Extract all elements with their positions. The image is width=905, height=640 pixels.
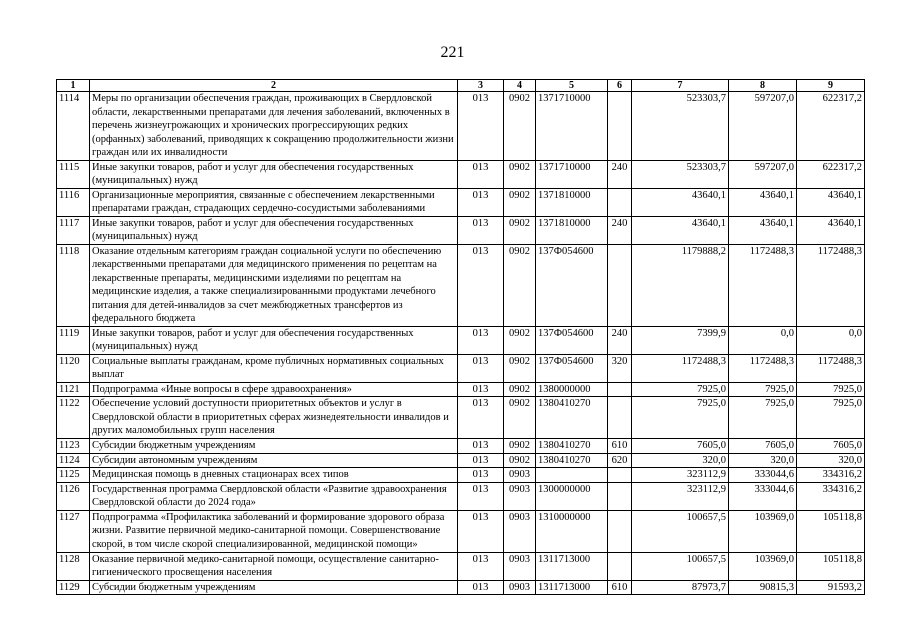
ministry-code: 013 — [458, 580, 504, 595]
amount-year-1: 1172488,3 — [632, 354, 729, 382]
table-row — [57, 92, 865, 161]
ministry-code: 013 — [458, 354, 504, 382]
amount-year-2: 333044,6 — [729, 482, 797, 510]
section-code: 0903 — [504, 510, 536, 552]
table-row — [57, 552, 865, 580]
header-row — [57, 80, 865, 92]
target-code: 137Ф054600 — [536, 244, 608, 326]
header-col-5: 5 — [536, 80, 608, 92]
amount-year-3: 622317,2 — [797, 160, 865, 188]
row-number: 1125 — [57, 468, 90, 483]
target-code: 1310000000 — [536, 510, 608, 552]
expense-type-code: 240 — [608, 160, 632, 188]
section-code: 0903 — [504, 580, 536, 595]
table-row — [57, 510, 865, 552]
table-row — [57, 468, 865, 483]
target-code: 1380410270 — [536, 439, 608, 454]
row-number: 1119 — [57, 326, 90, 354]
amount-year-3: 622317,2 — [797, 92, 865, 161]
amount-year-3: 7605,0 — [797, 439, 865, 454]
ministry-code: 013 — [458, 382, 504, 397]
amount-year-1: 100657,5 — [632, 510, 729, 552]
header-col-3: 3 — [458, 80, 504, 92]
expense-type-code: 320 — [608, 354, 632, 382]
ministry-code: 013 — [458, 326, 504, 354]
row-name: Социальные выплаты гражданам, кроме публичных нормативных социальных выплат — [90, 354, 458, 382]
amount-year-3: 334316,2 — [797, 482, 865, 510]
section-code: 0902 — [504, 326, 536, 354]
amount-year-3: 1172488,3 — [797, 244, 865, 326]
row-name: Оказание отдельным категориям граждан социальной услуги по обеспечению лекарственными препаратами для медицинского применения по рецептам на лекарственные препараты, медицинскими изделиями по рецептам на медицинские изделия, а также специализированными продуктами лечебного питания для детей-инвалидов за счет межбюджетных трансфертов из федерального бюджета — [90, 244, 458, 326]
ministry-code: 013 — [458, 216, 504, 244]
row-number: 1120 — [57, 354, 90, 382]
expense-type-code — [608, 552, 632, 580]
ministry-code: 013 — [458, 244, 504, 326]
amount-year-1: 7399,9 — [632, 326, 729, 354]
ministry-code: 013 — [458, 160, 504, 188]
section-code: 0902 — [504, 382, 536, 397]
row-number: 1127 — [57, 510, 90, 552]
target-code: 1311713000 — [536, 580, 608, 595]
amount-year-2: 43640,1 — [729, 188, 797, 216]
row-name: Подпрограмма «Иные вопросы в сфере здравоохранения» — [90, 382, 458, 397]
amount-year-3: 105118,8 — [797, 552, 865, 580]
row-number: 1116 — [57, 188, 90, 216]
row-name: Организационные мероприятия, связанные с обеспечением лекарственными препаратами граждан, страдающих сердечно-сосудистыми заболеваниями — [90, 188, 458, 216]
header-col-8: 8 — [729, 80, 797, 92]
amount-year-1: 523303,7 — [632, 92, 729, 161]
amount-year-1: 43640,1 — [632, 188, 729, 216]
amount-year-2: 333044,6 — [729, 468, 797, 483]
row-name: Меры по организации обеспечения граждан, проживающих в Свердловской области, лекарственными препаратами для лечения заболеваний, включенных в перечень жизнеугрожающих и хронических прогрессирующих редких (орфанных) заболеваний, приводящих к сокращению продолжительности жизни граждан или их инвалидности — [90, 92, 458, 161]
expense-type-code: 610 — [608, 580, 632, 595]
expense-type-code — [608, 510, 632, 552]
expense-type-code: 610 — [608, 439, 632, 454]
expense-type-code — [608, 468, 632, 483]
target-code: 1371810000 — [536, 188, 608, 216]
ministry-code: 013 — [458, 188, 504, 216]
amount-year-1: 523303,7 — [632, 160, 729, 188]
row-name: Медицинская помощь в дневных стационарах всех типов — [90, 468, 458, 483]
amount-year-3: 91593,2 — [797, 580, 865, 595]
amount-year-1: 323112,9 — [632, 468, 729, 483]
section-code: 0903 — [504, 552, 536, 580]
row-name: Оказание первичной медико-санитарной помощи, осуществление санитарно-гигиенического просвещения населения — [90, 552, 458, 580]
amount-year-1: 320,0 — [632, 453, 729, 468]
target-code: 1380410270 — [536, 397, 608, 439]
ministry-code: 013 — [458, 510, 504, 552]
amount-year-3: 43640,1 — [797, 188, 865, 216]
section-code: 0903 — [504, 468, 536, 483]
amount-year-2: 90815,3 — [729, 580, 797, 595]
target-code: 1371710000 — [536, 160, 608, 188]
amount-year-2: 103969,0 — [729, 552, 797, 580]
row-number: 1122 — [57, 397, 90, 439]
table-row — [57, 216, 865, 244]
row-number: 1126 — [57, 482, 90, 510]
amount-year-2: 1172488,3 — [729, 354, 797, 382]
header-col-7: 7 — [632, 80, 729, 92]
row-name: Иные закупки товаров, работ и услуг для обеспечения государственных (муниципальных) нужд — [90, 326, 458, 354]
expense-type-code: 620 — [608, 453, 632, 468]
table-row — [57, 397, 865, 439]
row-number: 1123 — [57, 439, 90, 454]
amount-year-2: 43640,1 — [729, 216, 797, 244]
table-row — [57, 160, 865, 188]
section-code: 0902 — [504, 453, 536, 468]
amount-year-3: 320,0 — [797, 453, 865, 468]
amount-year-2: 1172488,3 — [729, 244, 797, 326]
row-name: Субсидии бюджетным учреждениям — [90, 580, 458, 595]
amount-year-1: 7925,0 — [632, 382, 729, 397]
amount-year-1: 43640,1 — [632, 216, 729, 244]
amount-year-2: 103969,0 — [729, 510, 797, 552]
target-code: 137Ф054600 — [536, 326, 608, 354]
section-code: 0903 — [504, 482, 536, 510]
target-code: 137Ф054600 — [536, 354, 608, 382]
section-code: 0902 — [504, 216, 536, 244]
row-number: 1117 — [57, 216, 90, 244]
table-row — [57, 354, 865, 382]
ministry-code: 013 — [458, 92, 504, 161]
row-number: 1128 — [57, 552, 90, 580]
expense-type-code — [608, 244, 632, 326]
target-code: 1371810000 — [536, 216, 608, 244]
amount-year-2: 7925,0 — [729, 397, 797, 439]
amount-year-2: 7605,0 — [729, 439, 797, 454]
table-row — [57, 482, 865, 510]
amount-year-2: 597207,0 — [729, 92, 797, 161]
amount-year-1: 7605,0 — [632, 439, 729, 454]
amount-year-3: 1172488,3 — [797, 354, 865, 382]
table-row — [57, 326, 865, 354]
amount-year-1: 7925,0 — [632, 397, 729, 439]
row-name: Обеспечение условий доступности приоритетных объектов и услуг в Свердловской области в приоритетных сферах жизнедеятельности инвалидов и других маломобильных групп населения — [90, 397, 458, 439]
row-name: Подпрограмма «Профилактика заболеваний и формирование здорового образа жизни. Развитие первичной медико-санитарной помощи. Совершенствование скорой, в том числе скорой специализированной, медицинской помощи» — [90, 510, 458, 552]
amount-year-1: 323112,9 — [632, 482, 729, 510]
page-number: 221 — [440, 44, 465, 61]
amount-year-2: 320,0 — [729, 453, 797, 468]
table-row — [57, 580, 865, 595]
section-code: 0902 — [504, 188, 536, 216]
ministry-code: 013 — [458, 397, 504, 439]
table-row — [57, 244, 865, 326]
section-code: 0902 — [504, 354, 536, 382]
amount-year-3: 105118,8 — [797, 510, 865, 552]
header-col-2: 2 — [90, 80, 458, 92]
section-code: 0902 — [504, 160, 536, 188]
expense-type-code — [608, 482, 632, 510]
table-row — [57, 188, 865, 216]
ministry-code: 013 — [458, 552, 504, 580]
amount-year-3: 334316,2 — [797, 468, 865, 483]
expense-type-code — [608, 382, 632, 397]
row-name: Иные закупки товаров, работ и услуг для обеспечения государственных (муниципальных) нужд — [90, 160, 458, 188]
expense-type-code — [608, 397, 632, 439]
amount-year-2: 0,0 — [729, 326, 797, 354]
row-name: Субсидии автономным учреждениям — [90, 453, 458, 468]
target-code: 1371710000 — [536, 92, 608, 161]
target-code — [536, 468, 608, 483]
table-row — [57, 382, 865, 397]
row-name: Иные закупки товаров, работ и услуг для обеспечения государственных (муниципальных) нужд — [90, 216, 458, 244]
row-number: 1121 — [57, 382, 90, 397]
ministry-code: 013 — [458, 439, 504, 454]
amount-year-1: 100657,5 — [632, 552, 729, 580]
amount-year-1: 1179888,2 — [632, 244, 729, 326]
target-code: 1311713000 — [536, 552, 608, 580]
amount-year-3: 7925,0 — [797, 397, 865, 439]
row-number: 1115 — [57, 160, 90, 188]
expense-type-code — [608, 188, 632, 216]
expense-type-code — [608, 92, 632, 161]
header-col-9: 9 — [797, 80, 865, 92]
section-code: 0902 — [504, 244, 536, 326]
section-code: 0902 — [504, 397, 536, 439]
amount-year-2: 7925,0 — [729, 382, 797, 397]
amount-year-3: 0,0 — [797, 326, 865, 354]
target-code: 1380000000 — [536, 382, 608, 397]
row-name: Субсидии бюджетным учреждениям — [90, 439, 458, 454]
amount-year-1: 87973,7 — [632, 580, 729, 595]
header-col-4: 4 — [504, 80, 536, 92]
expense-type-code: 240 — [608, 216, 632, 244]
amount-year-3: 7925,0 — [797, 382, 865, 397]
target-code: 1300000000 — [536, 482, 608, 510]
row-number: 1118 — [57, 244, 90, 326]
section-code: 0902 — [504, 439, 536, 454]
amount-year-3: 43640,1 — [797, 216, 865, 244]
target-code: 1380410270 — [536, 453, 608, 468]
amount-year-2: 597207,0 — [729, 160, 797, 188]
header-col-6: 6 — [608, 80, 632, 92]
budget-table — [56, 79, 865, 595]
table-row — [57, 453, 865, 468]
header-col-1: 1 — [57, 80, 90, 92]
section-code: 0902 — [504, 92, 536, 161]
table-row — [57, 439, 865, 454]
row-number: 1114 — [57, 92, 90, 161]
row-number: 1129 — [57, 580, 90, 595]
ministry-code: 013 — [458, 482, 504, 510]
expense-type-code: 240 — [608, 326, 632, 354]
ministry-code: 013 — [458, 468, 504, 483]
row-number: 1124 — [57, 453, 90, 468]
ministry-code: 013 — [458, 453, 504, 468]
row-name: Государственная программа Свердловской области «Развитие здравоохранения Свердловской области до 2024 года» — [90, 482, 458, 510]
